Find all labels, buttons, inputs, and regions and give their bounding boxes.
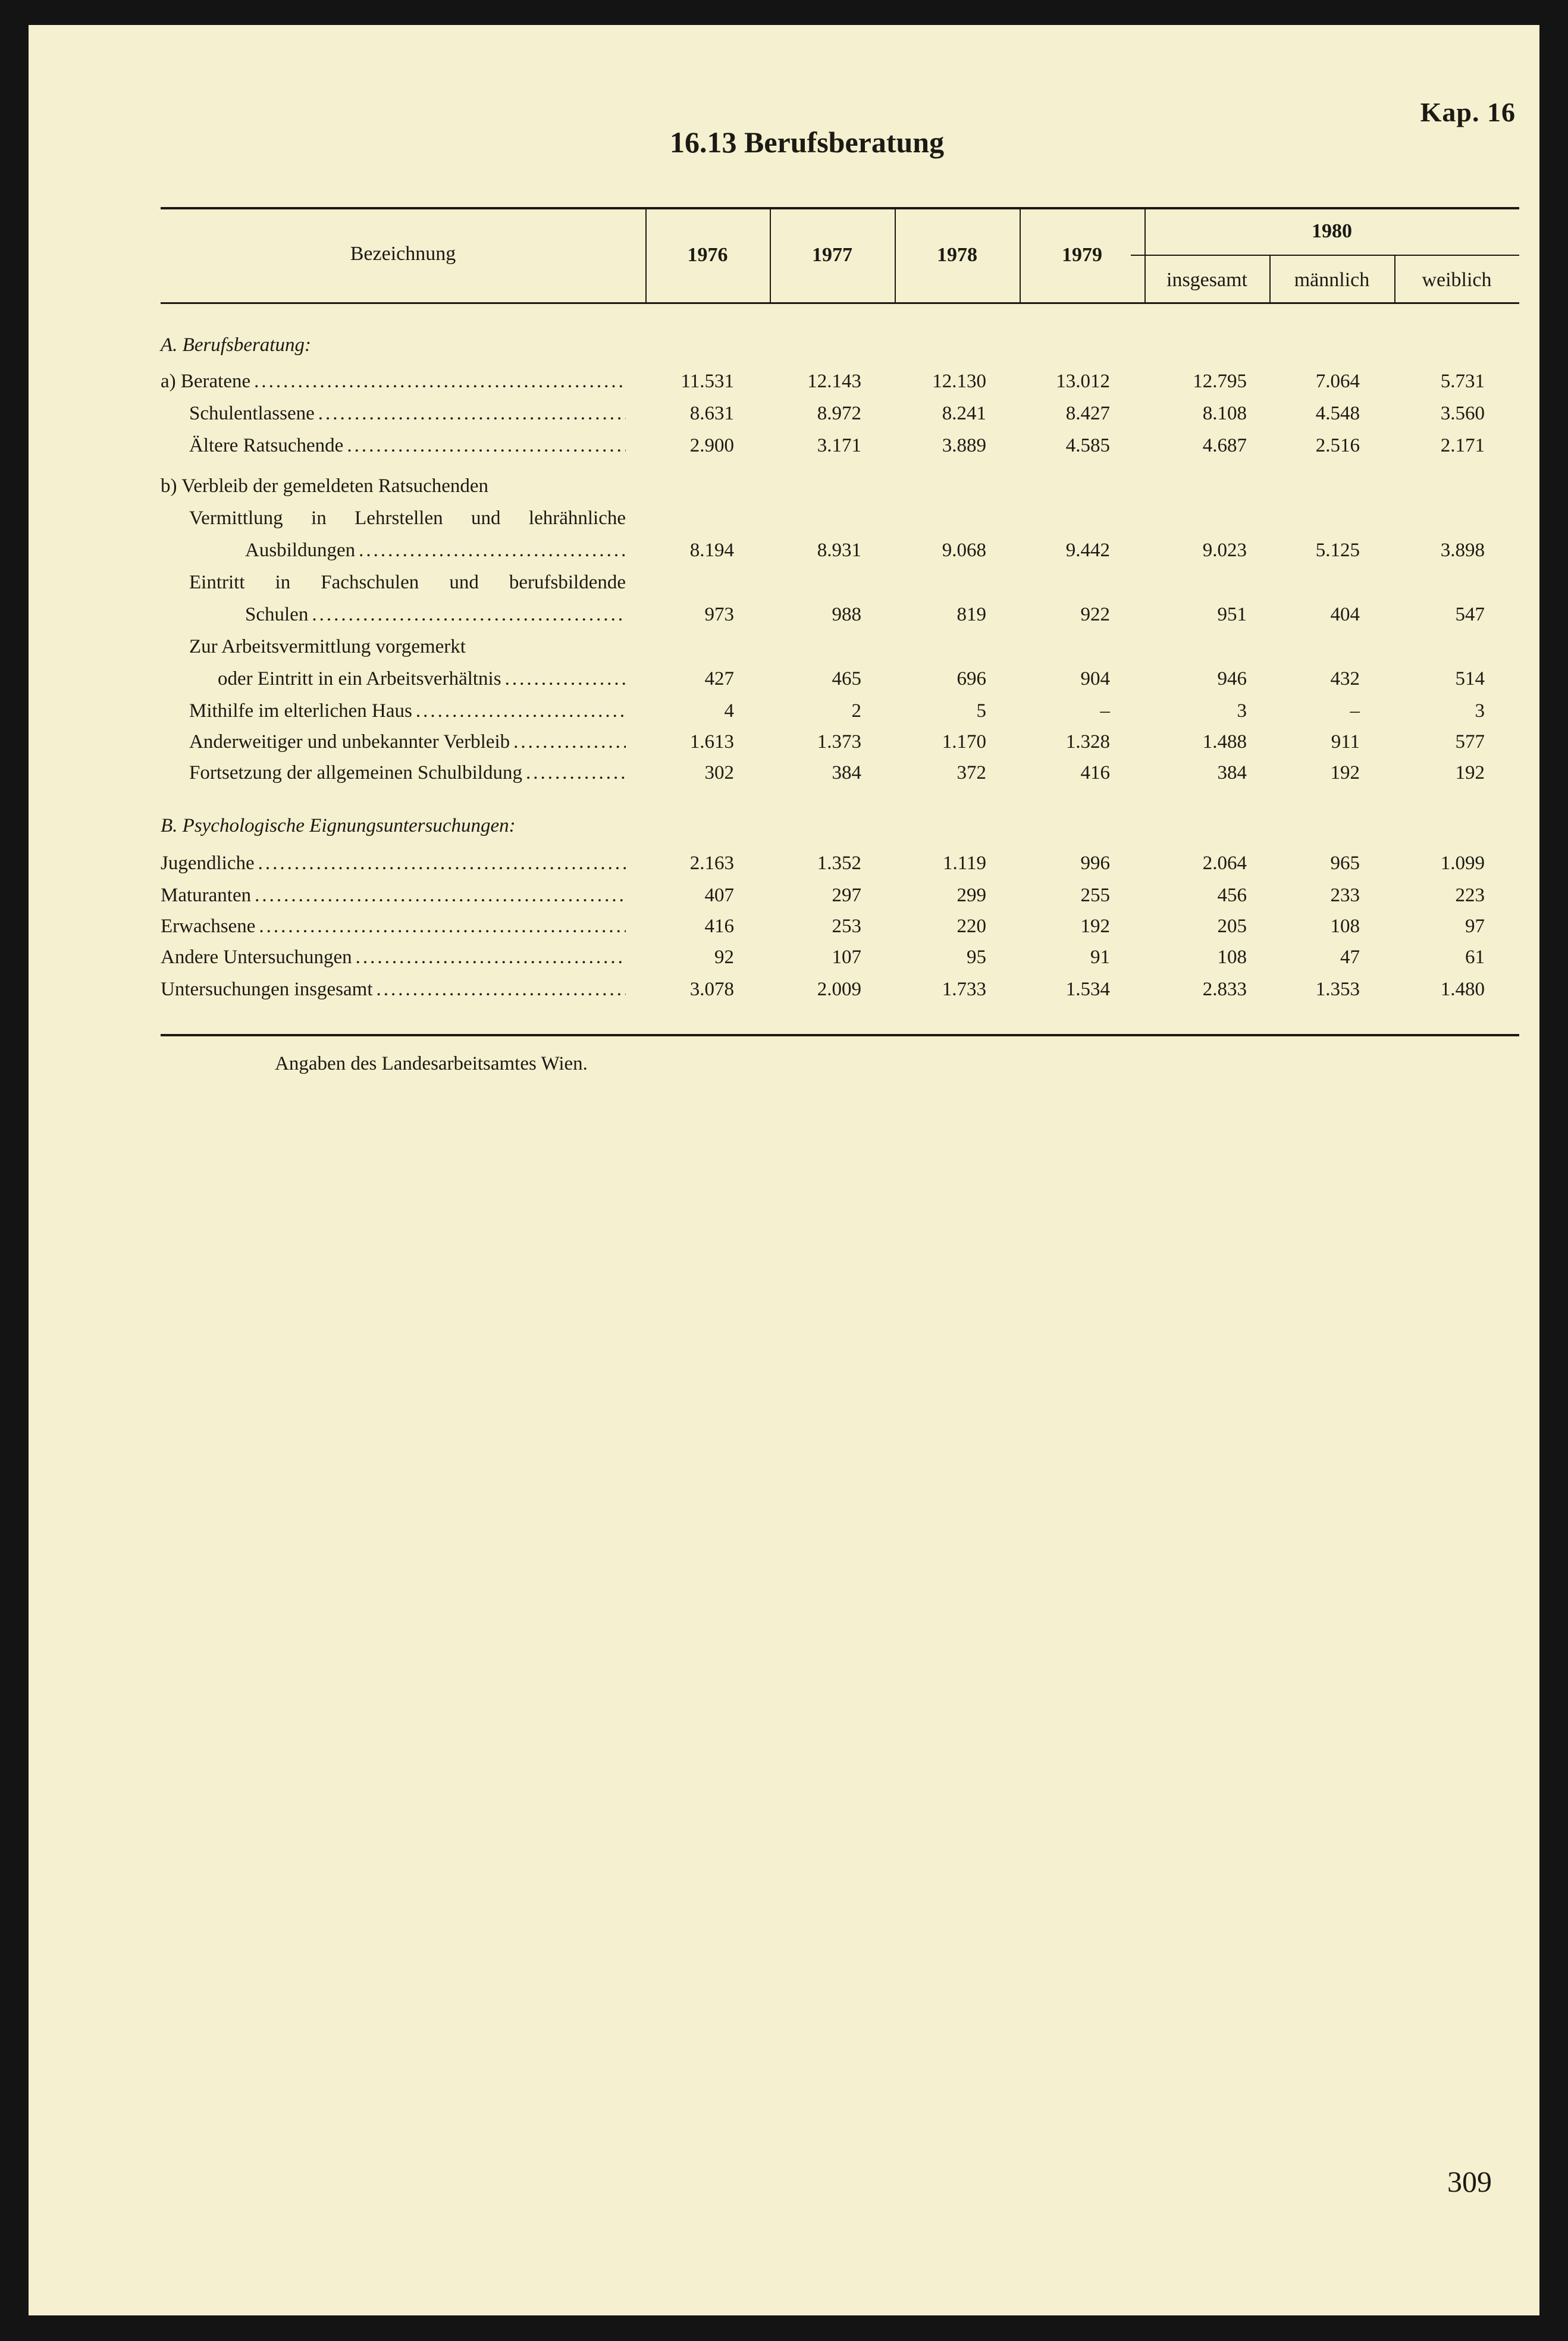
table-row	[161, 366, 1519, 396]
cell-value: 922	[1080, 604, 1110, 625]
dot-leader	[356, 942, 626, 972]
cell-value: 205	[1217, 916, 1247, 937]
cell-value: 97	[1465, 916, 1485, 937]
dot-leader	[416, 696, 626, 726]
dot-leader	[312, 600, 626, 629]
table-row	[161, 974, 1519, 1004]
cell-value: 996	[1080, 853, 1110, 874]
cell-value: 7.064	[1315, 371, 1360, 392]
cell-value: 95	[967, 947, 986, 968]
header-bottom-rule	[161, 302, 1519, 304]
subheader-rule	[1131, 255, 1519, 256]
cell-value: 407	[704, 885, 734, 906]
cell-value: 2.064	[1202, 853, 1247, 874]
cell-value: 946	[1217, 668, 1247, 690]
dot-leader	[359, 535, 626, 565]
header-year: 1976	[687, 244, 728, 266]
cell-value: 12.143	[807, 371, 861, 392]
row-label-text: oder Eintritt in ein Arbeitsverhältnis	[218, 668, 501, 690]
cell-value: 973	[704, 604, 734, 625]
header-sub: insgesamt	[1166, 269, 1247, 291]
source-note: Angaben des Landesarbeitsamtes Wien.	[275, 1053, 588, 1074]
table-row	[161, 880, 1519, 910]
table-row	[161, 399, 1519, 428]
cell-value: 1.480	[1440, 979, 1485, 1000]
cell-value: 92	[714, 947, 734, 968]
cell-value: 1.328	[1065, 731, 1110, 753]
row-label-text: Erwachsene	[161, 916, 256, 937]
cell-value: 220	[957, 916, 986, 937]
section-heading: B. Psychologische Eignungsuntersuchungen:	[161, 815, 516, 836]
cell-value: 12.130	[932, 371, 986, 392]
dot-leader	[259, 911, 626, 941]
cell-value: 2.900	[689, 435, 734, 456]
dot-leader	[258, 848, 626, 878]
cell-value: 696	[957, 668, 986, 690]
cell-value: 5.731	[1440, 371, 1485, 392]
cell-value: 1.534	[1065, 979, 1110, 1000]
row-label-line: Eintritt in Fachschulen und berufsbildende	[189, 572, 626, 593]
header-sub: weiblich	[1422, 269, 1492, 291]
cell-value: 192	[1330, 762, 1360, 784]
row-label-text: Fortsetzung der allgemeinen Schulbildung	[189, 762, 522, 784]
cell-value: 514	[1455, 668, 1485, 690]
page-number: 309	[1447, 2165, 1492, 2198]
row-label	[161, 880, 626, 910]
row-label-text: Jugendliche	[161, 853, 255, 874]
cell-value: 1.488	[1202, 731, 1247, 753]
cell-value: 9.442	[1065, 540, 1110, 561]
row-label	[189, 758, 626, 788]
cell-value: –	[1350, 700, 1360, 722]
table-row	[161, 727, 1519, 757]
row-label-text: Maturanten	[161, 885, 252, 906]
table-row	[161, 758, 1519, 788]
cell-value: 3.889	[942, 435, 986, 456]
row-label-text: Schulentlassene	[189, 403, 315, 424]
table-row	[161, 535, 1519, 565]
cell-value: 233	[1330, 885, 1360, 906]
dot-leader	[513, 727, 626, 757]
cell-value: 404	[1330, 604, 1360, 625]
cell-value: 8.108	[1202, 403, 1247, 424]
table-row	[161, 600, 1519, 629]
row-label-text: Anderweitiger und unbekannter Verbleib	[189, 731, 510, 753]
section-heading: A. Berufsberatung:	[161, 334, 311, 356]
cell-value: 107	[832, 947, 861, 968]
dot-leader	[255, 880, 626, 910]
row-label-text: a) Beratene	[161, 371, 251, 392]
cell-value: 1.352	[817, 853, 861, 874]
row-heading: b) Verbleib der gemeldeten Ratsuchenden	[161, 475, 489, 497]
cell-value: 3.560	[1440, 403, 1485, 424]
cell-value: 11.531	[680, 371, 734, 392]
cell-value: 61	[1465, 947, 1485, 968]
cell-value: 911	[1331, 731, 1360, 753]
dot-leader	[377, 974, 626, 1004]
cell-value: 2.833	[1202, 979, 1247, 1000]
row-label	[161, 911, 626, 941]
cell-value: 4.585	[1065, 435, 1110, 456]
table-row	[161, 848, 1519, 878]
cell-value: 91	[1090, 947, 1110, 968]
cell-value: 1.353	[1315, 979, 1360, 1000]
table-row	[161, 664, 1519, 694]
header-sub: männlich	[1294, 269, 1370, 291]
cell-value: 192	[1080, 916, 1110, 937]
cell-value: 8.427	[1065, 403, 1110, 424]
cell-value: 2.009	[817, 979, 861, 1000]
cell-value: 9.068	[942, 540, 986, 561]
dot-leader	[254, 366, 626, 396]
cell-value: 12.795	[1193, 371, 1247, 392]
cell-value: 4	[724, 700, 734, 722]
row-label	[245, 600, 626, 629]
cell-value: 8.241	[942, 403, 986, 424]
table-row	[161, 911, 1519, 941]
table-row	[161, 942, 1519, 972]
cell-value: 2.163	[689, 853, 734, 874]
page-title: 16.13 Berufsberatung	[670, 126, 945, 159]
cell-value: 819	[957, 604, 986, 625]
row-label	[189, 431, 626, 460]
cell-value: 8.972	[817, 403, 861, 424]
table-top-rule	[161, 207, 1519, 209]
cell-value: 4.548	[1315, 403, 1360, 424]
row-label	[161, 366, 626, 396]
header-year: 1979	[1062, 244, 1102, 266]
cell-value: 47	[1340, 947, 1360, 968]
cell-value: –	[1100, 700, 1110, 722]
header-year-group: 1980	[1312, 220, 1352, 242]
row-label	[161, 848, 626, 878]
row-label	[245, 535, 626, 565]
cell-value: 1.119	[942, 853, 986, 874]
row-label-line: Zur Arbeitsvermittlung vorgemerkt	[189, 636, 466, 657]
cell-value: 1.733	[942, 979, 986, 1000]
cell-value: 3	[1237, 700, 1247, 722]
dot-leader	[347, 431, 626, 460]
row-label-text: Ältere Ratsuchende	[189, 435, 344, 456]
cell-value: 223	[1455, 885, 1485, 906]
cell-value: 1.373	[817, 731, 861, 753]
table-bottom-rule	[161, 1034, 1519, 1036]
cell-value: 8.631	[689, 403, 734, 424]
row-label-text: Mithilfe im elterlichen Haus	[189, 700, 412, 722]
cell-value: 384	[832, 762, 861, 784]
dot-leader	[318, 399, 626, 428]
cell-value: 5	[976, 700, 986, 722]
cell-value: 904	[1080, 668, 1110, 690]
cell-value: 253	[832, 916, 861, 937]
row-label	[189, 696, 626, 726]
cell-value: 2.171	[1440, 435, 1485, 456]
cell-value: 988	[832, 604, 861, 625]
header-year: 1978	[937, 244, 977, 266]
table-row	[161, 696, 1519, 726]
cell-value: 416	[704, 916, 734, 937]
cell-value: 427	[704, 668, 734, 690]
cell-value: 5.125	[1315, 540, 1360, 561]
cell-value: 416	[1080, 762, 1110, 784]
cell-value: 13.012	[1056, 371, 1110, 392]
row-label	[218, 664, 626, 694]
row-label-text: Untersuchungen insgesamt	[161, 979, 373, 1000]
cell-value: 9.023	[1202, 540, 1247, 561]
header-year: 1977	[812, 244, 852, 266]
row-label	[161, 942, 626, 972]
cell-value: 547	[1455, 604, 1485, 625]
row-label-text: Schulen	[245, 604, 309, 625]
row-label	[189, 727, 626, 757]
cell-value: 1.099	[1440, 853, 1485, 874]
dot-leader	[505, 664, 626, 694]
cell-value: 3	[1475, 700, 1485, 722]
cell-value: 1.170	[942, 731, 986, 753]
cell-value: 2.516	[1315, 435, 1360, 456]
header-bezeichnung: Bezeichnung	[350, 243, 456, 265]
cell-value: 8.194	[689, 540, 734, 561]
cell-value: 951	[1217, 604, 1247, 625]
cell-value: 432	[1330, 668, 1360, 690]
cell-value: 965	[1330, 853, 1360, 874]
cell-value: 255	[1080, 885, 1110, 906]
cell-value: 465	[832, 668, 861, 690]
cell-value: 8.931	[817, 540, 861, 561]
row-label-text: Ausbildungen	[245, 540, 356, 561]
cell-value: 299	[957, 885, 986, 906]
row-label-text: Andere Untersuchungen	[161, 947, 352, 968]
cell-value: 4.687	[1202, 435, 1247, 456]
cell-value: 3.898	[1440, 540, 1485, 561]
table-row	[161, 431, 1519, 460]
cell-value: 577	[1455, 731, 1485, 753]
cell-value: 3.171	[817, 435, 861, 456]
cell-value: 302	[704, 762, 734, 784]
row-label-line: Vermittlung in Lehrstellen und lehrähnliche	[189, 507, 626, 529]
cell-value: 297	[832, 885, 861, 906]
dot-leader	[526, 758, 626, 788]
cell-value: 108	[1217, 947, 1247, 968]
cell-value: 108	[1330, 916, 1360, 937]
chapter-label: Kap. 16	[1420, 97, 1516, 127]
cell-value: 1.613	[689, 731, 734, 753]
row-label	[189, 399, 626, 428]
cell-value: 384	[1217, 762, 1247, 784]
cell-value: 2	[851, 700, 861, 722]
page	[29, 25, 1539, 2315]
cell-value: 372	[957, 762, 986, 784]
cell-value: 3.078	[689, 979, 734, 1000]
cell-value: 456	[1217, 885, 1247, 906]
cell-value: 192	[1455, 762, 1485, 784]
row-label	[161, 974, 626, 1004]
